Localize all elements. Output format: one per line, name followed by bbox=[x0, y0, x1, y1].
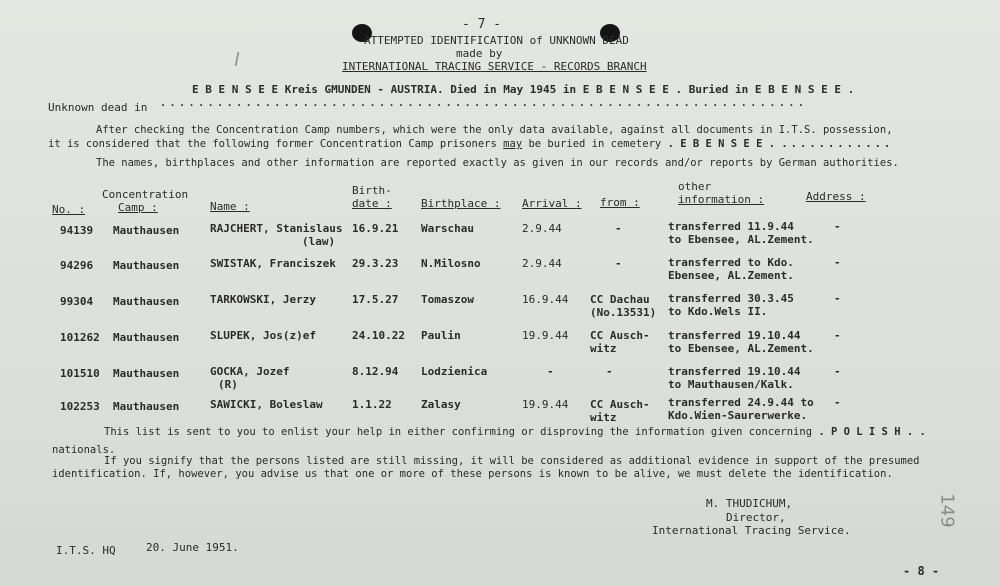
signature-name: M. THUDICHUM, bbox=[706, 497, 793, 510]
paragraph-1-line-1: After checking the Concentration Camp numbers, which were the only data available, against all documents in I.T.S. possession, bbox=[96, 124, 893, 136]
header-birthdate-line-1: Birth- bbox=[352, 184, 392, 197]
cell-birthdate: 16.9.21 bbox=[352, 222, 399, 235]
cell-camp: Mauthausen bbox=[113, 295, 180, 308]
cell-birthplace: Lodzienica bbox=[421, 365, 488, 378]
cell-birthdate: 24.10.22 bbox=[352, 329, 405, 342]
cell-birthplace: N.Milosno bbox=[421, 257, 481, 270]
cell-from-line-1: - bbox=[615, 222, 622, 235]
signature-organization: International Tracing Service. bbox=[652, 524, 851, 537]
cell-camp: Mauthausen bbox=[113, 259, 180, 272]
header-birthdate-line-2: date : bbox=[352, 197, 392, 210]
footer-date: 20. June 1951. bbox=[146, 541, 239, 554]
page-number-top: - 7 - bbox=[462, 17, 502, 32]
unknown-dead-label: Unknown dead in bbox=[48, 101, 148, 114]
cell-name-line-1: TARKOWSKI, Jerzy bbox=[210, 293, 316, 306]
cell-from-line-1: CC Dachau bbox=[590, 293, 650, 306]
closing-line-4: identification. If, however, you advise us that one or more of these persons is known to be alive, we must delete the identification. bbox=[52, 468, 893, 480]
cell-info-line-2: to Mauthausen/Kalk. bbox=[668, 378, 794, 391]
cell-address: - bbox=[834, 256, 841, 269]
nationality-label: . P O L I S H . . bbox=[818, 426, 926, 438]
closing-line-3: If you signify that the persons listed are still missing, it will be considered as additional evidence in support of the presumed bbox=[104, 455, 920, 467]
cell-birthdate: 8.12.94 bbox=[352, 365, 399, 378]
cell-address: - bbox=[834, 365, 841, 378]
page-number-bottom: - 8 - bbox=[903, 564, 940, 578]
cemetery-trailing-dots: ............ bbox=[781, 138, 894, 150]
cell-address: - bbox=[834, 329, 841, 342]
cell-from-line-2: witz bbox=[590, 411, 617, 424]
cell-birthdate: 1.1.22 bbox=[352, 398, 392, 411]
cell-birthplace: Zalasy bbox=[421, 398, 461, 411]
cell-name-line-1: SAWICKI, Boleslaw bbox=[210, 398, 323, 411]
document-title: ATTEMPTED IDENTIFICATION of UNKNOWN DEAD bbox=[364, 34, 629, 47]
closing-line-1 bbox=[104, 426, 926, 439]
cell-birthplace: Tomaszow bbox=[421, 293, 474, 306]
cell-arrival: 2.9.44 bbox=[522, 222, 562, 235]
cell-arrival: 2.9.44 bbox=[522, 257, 562, 270]
closing-line-2: nationals. bbox=[52, 444, 116, 456]
cell-arrival: 19.9.44 bbox=[522, 398, 569, 411]
cell-camp: Mauthausen bbox=[113, 224, 180, 237]
cell-camp: Mauthausen bbox=[113, 331, 180, 344]
cell-info-line-2: Kdo.Wien-Saurerwerke. bbox=[668, 409, 808, 422]
cell-name-line-1: GOCKA, Jozef bbox=[210, 365, 290, 378]
paragraph-1-line-2-pre: it is considered that the following former Concentration Camp prisoners bbox=[48, 138, 497, 150]
cell-info-line-2: to Kdo.Wels II. bbox=[668, 305, 768, 318]
cell-arrival: 16.9.44 bbox=[522, 293, 569, 306]
cell-name-line-1: SLUPEK, Jos(z)ef bbox=[210, 329, 316, 342]
cell-info-line-2: to Ebensee, AL.Zement. bbox=[668, 342, 814, 355]
footer-place: I.T.S. HQ bbox=[56, 544, 116, 557]
organization-header: INTERNATIONAL TRACING SERVICE - RECORDS BRANCH bbox=[342, 60, 647, 73]
cell-address: - bbox=[834, 396, 841, 409]
cell-no: 101510 bbox=[60, 367, 100, 380]
paragraph-1-line-2 bbox=[48, 138, 893, 151]
cell-birthdate: 17.5.27 bbox=[352, 293, 399, 306]
cell-from-line-2: (No.13531) bbox=[590, 306, 657, 319]
made-by-line: made by bbox=[456, 47, 503, 60]
paragraph-1-line-2-post: be buried in cemetery bbox=[528, 138, 662, 150]
cell-no: 94296 bbox=[60, 259, 94, 272]
cell-no: 99304 bbox=[60, 295, 94, 308]
cell-address: - bbox=[834, 292, 841, 305]
closing-line-1-text: This list is sent to you to enlist your help in either confirming or disproving the information given concerning bbox=[104, 426, 813, 438]
header-birthplace: Birthplace : bbox=[421, 197, 501, 210]
signature-title: Director, bbox=[726, 511, 786, 524]
cell-info-line-2: Ebensee, AL.Zement. bbox=[668, 269, 794, 282]
header-camp-line-2: Camp : bbox=[118, 201, 158, 214]
cell-arrival: - bbox=[547, 365, 554, 378]
header-from: from : bbox=[600, 196, 640, 209]
paragraph-2: The names, birthplaces and other information are reported exactly as given in our records and/or reports by German authorities. bbox=[96, 157, 899, 169]
may-word: may bbox=[503, 138, 523, 150]
dotted-fill-line: .................................................................... bbox=[160, 98, 808, 109]
cell-info-line-1: transferred 19.10.44 bbox=[668, 365, 801, 378]
cell-arrival: 19.9.44 bbox=[522, 329, 569, 342]
cell-from-line-1: - bbox=[606, 365, 613, 378]
cell-from-line-1: - bbox=[615, 257, 622, 270]
cell-no: 101262 bbox=[60, 331, 100, 344]
location-line: E B E N S E E Kreis GMUNDEN - AUSTRIA. Died in May 1945 in E B E N S E E . Buried in E B E N S E E . bbox=[192, 83, 855, 96]
ink-smudge bbox=[235, 52, 240, 66]
header-other-line-1: other bbox=[678, 180, 712, 193]
cell-no: 102253 bbox=[60, 400, 100, 413]
cell-address: - bbox=[834, 220, 841, 233]
cell-from-line-1: CC Ausch- bbox=[590, 329, 650, 342]
cell-name-line-2: (R) bbox=[218, 378, 238, 391]
cell-birthdate: 29.3.23 bbox=[352, 257, 399, 270]
header-camp-line-1: Concentration bbox=[102, 188, 189, 201]
cell-info-line-1: transferred 11.9.44 bbox=[668, 220, 794, 233]
cell-name-line-2: (law) bbox=[302, 235, 336, 248]
cell-camp: Mauthausen bbox=[113, 400, 180, 413]
cell-info-line-1: transferred 19.10.44 bbox=[668, 329, 801, 342]
cell-no: 94139 bbox=[60, 224, 94, 237]
header-address: Address : bbox=[806, 190, 866, 203]
cell-camp: Mauthausen bbox=[113, 367, 180, 380]
handwritten-number: 149 bbox=[936, 493, 958, 528]
cell-name-line-1: RAJCHERT, Stanislaus bbox=[210, 222, 343, 235]
cell-info-line-1: transferred to Kdo. bbox=[668, 256, 794, 269]
header-other-line-2: information : bbox=[678, 193, 765, 206]
cell-from-line-1: CC Ausch- bbox=[590, 398, 650, 411]
cell-info-line-2: to Ebensee, AL.Zement. bbox=[668, 233, 814, 246]
cell-birthplace: Paulin bbox=[421, 329, 461, 342]
cell-info-line-1: transferred 24.9.44 to bbox=[668, 396, 814, 409]
cell-info-line-1: transferred 30.3.45 bbox=[668, 292, 794, 305]
cell-name-line-1: SWISTAK, Franciszek bbox=[210, 257, 336, 270]
header-arrival: Arrival : bbox=[522, 197, 582, 210]
cell-from-line-2: witz bbox=[590, 342, 617, 355]
header-name: Name : bbox=[210, 200, 250, 213]
cell-birthplace: Warschau bbox=[421, 222, 474, 235]
cemetery-name: . E B E N S E E . bbox=[667, 138, 776, 150]
header-no: No. : bbox=[52, 203, 86, 216]
